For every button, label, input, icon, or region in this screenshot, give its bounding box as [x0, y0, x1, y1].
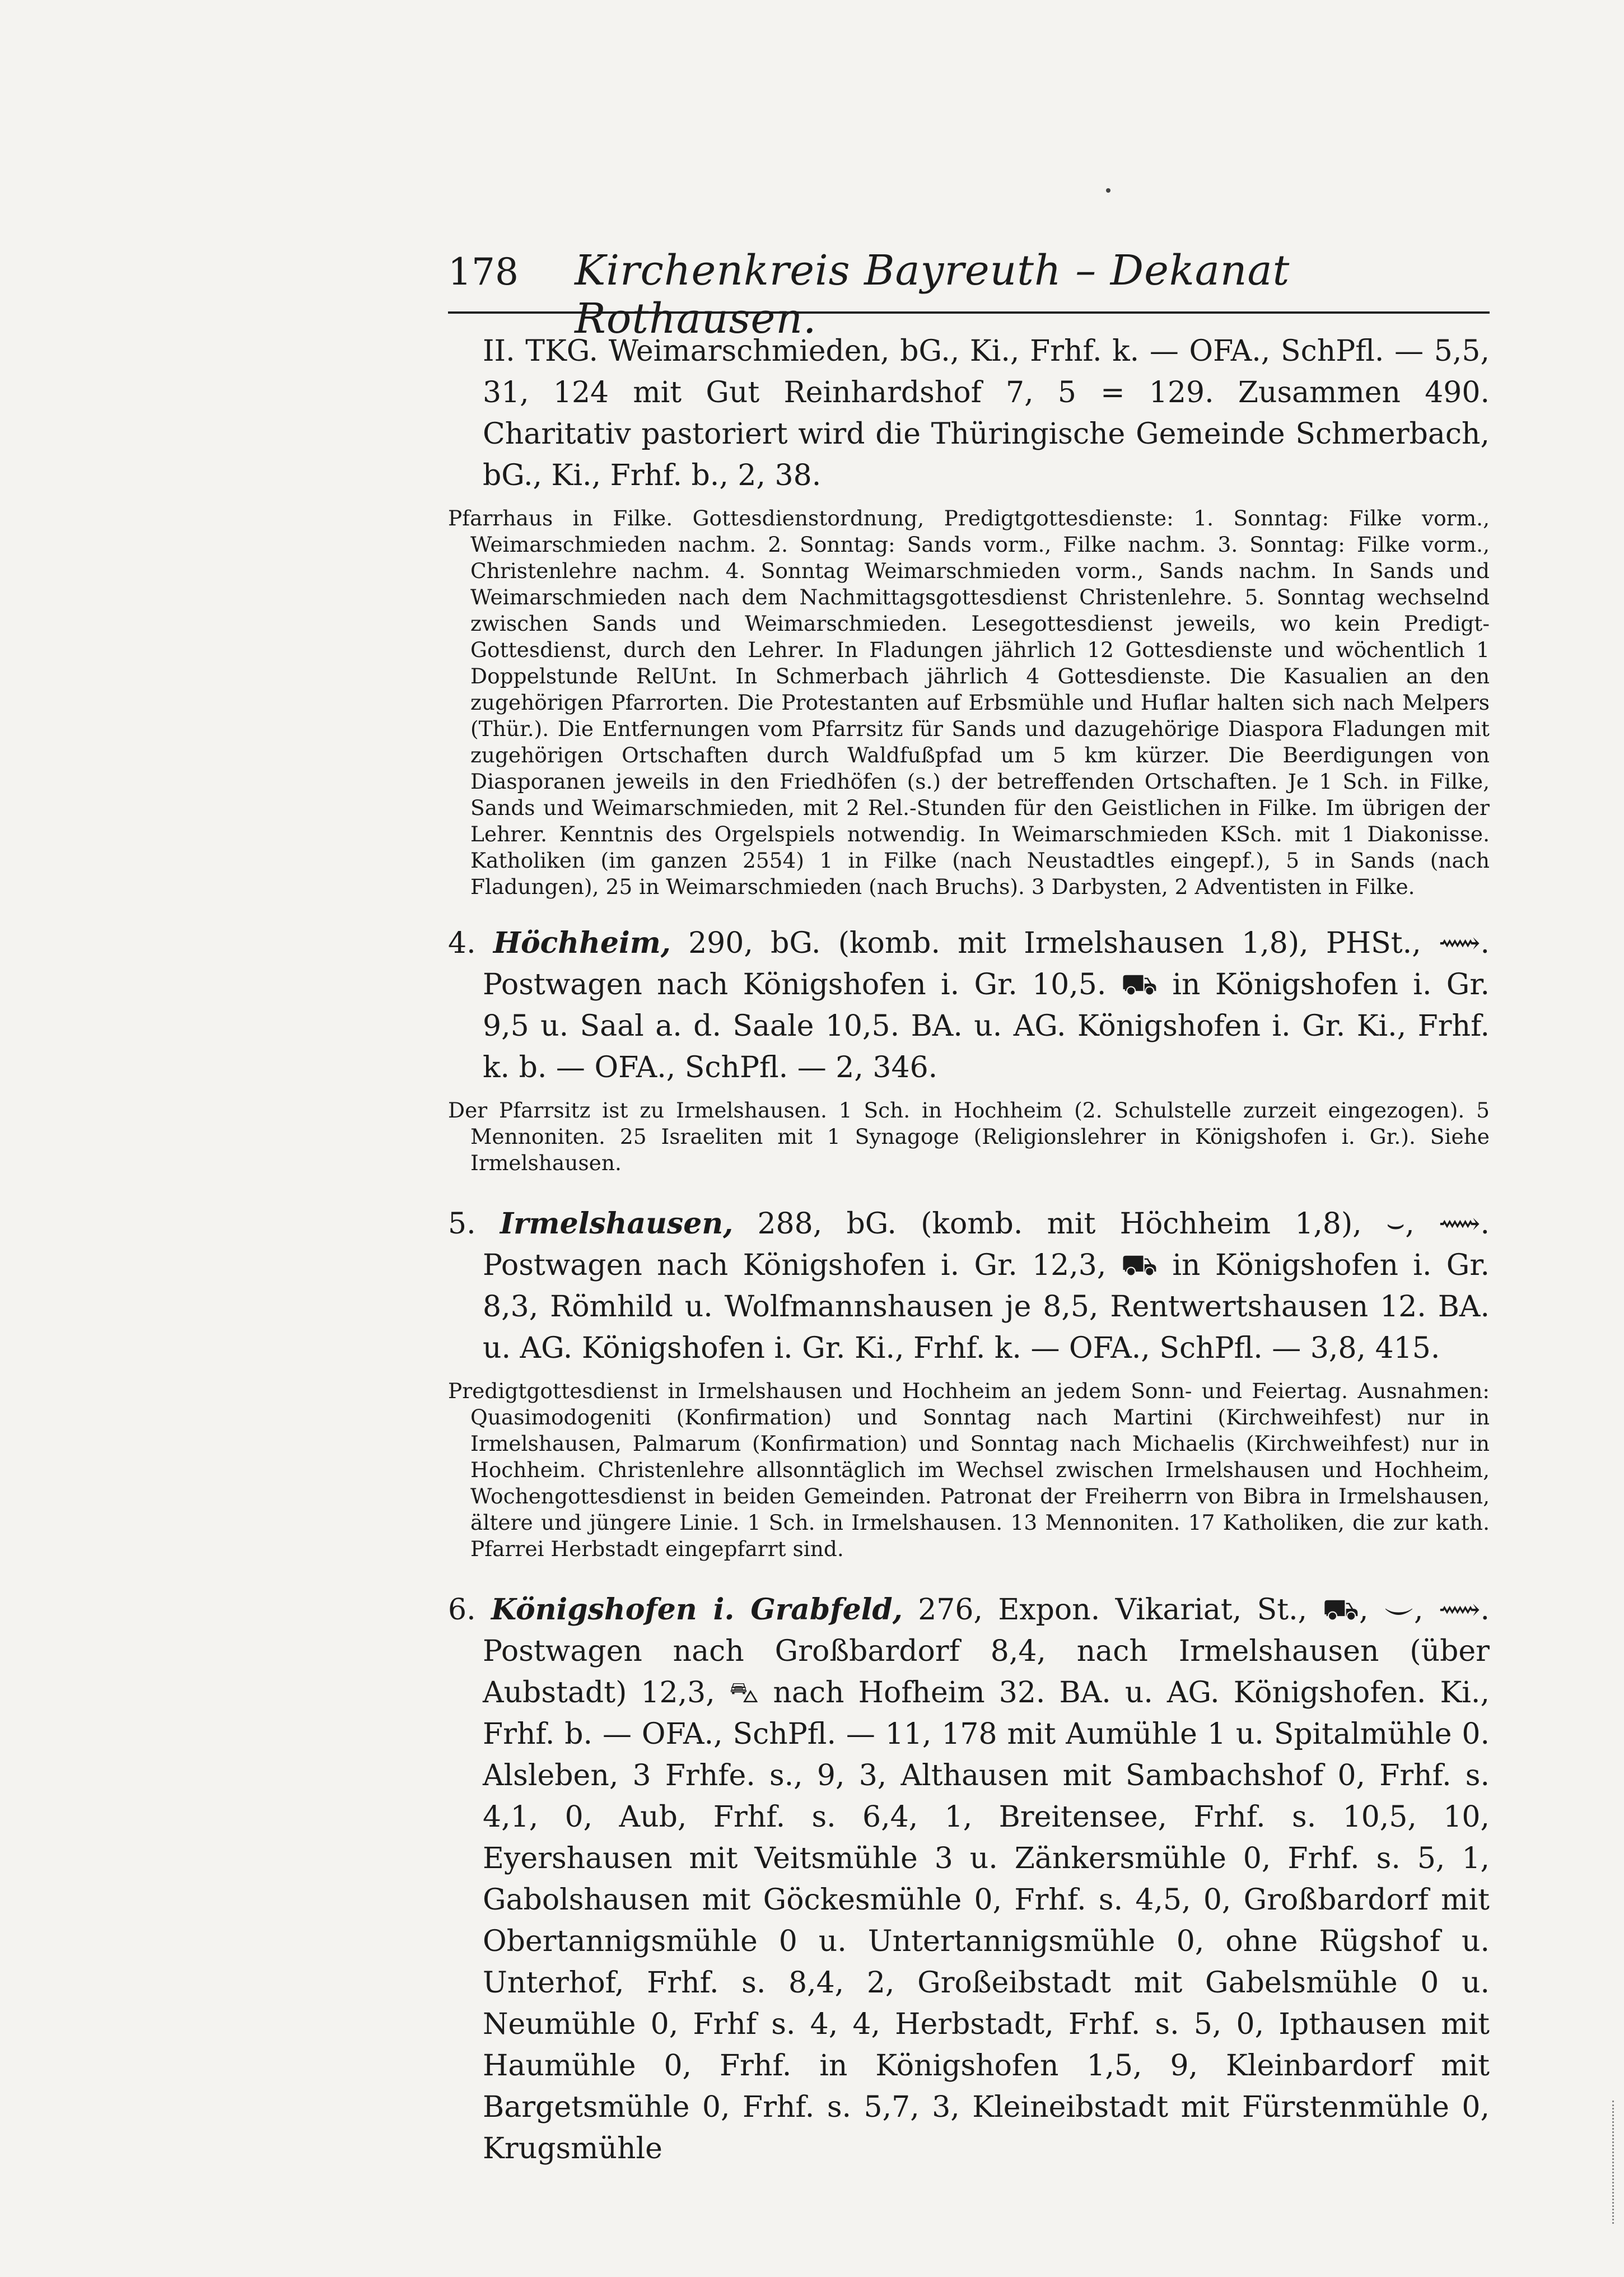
ink-speck — [1106, 188, 1110, 193]
entry-note: Predigtgottesdienst in Irmelshausen und Hochheim an jedem Sonn- und Feiertag. Ausnahmen: Quasimodogeniti (Konfirmation) und Sonntag nach Martini (Kirchweihfest) nur in Irmelshausen, Palmarum (Konfirmation) und Sonntag nach Michaelis (Kirchweihfest) nur in Hochheim. Christenlehre allsonntäglich im Wechsel zwischen Irmelshausen und Hochheim, Wochengottesdienst in beiden Gemeinden. Patronat der Freiherrn von Bibra in Irmelshausen, ältere und jüngere Linie. 1 Sch. in Irmelshausen. 13 Mennoniten. 17 Katholiken, die zur kath. Pfarrei Herbstadt eingepfarrt sind. — [448, 1379, 1490, 1561]
entry-weimarschmieden — [448, 330, 1490, 496]
scan-edge-mark — [1612, 2101, 1618, 2224]
entry-note: Der Pfarrsitz ist zu Irmelshausen. 1 Sch. in Hochheim (2. Schulstelle zurzeit eingezogen). 5 Mennoniten. 25 Israeliten mit 1 Synagoge (Religionslehrer in Königshofen i. Gr.). Siehe Irmelshausen. — [448, 1098, 1490, 1175]
entry-koenigshofen — [448, 1589, 1490, 2169]
entry-text: II. TKG. Weimarschmieden, bG., Ki., Frhf. k. — OFA., SchPfl. — 5,5, 31, 124 mit Gut Reinhardshof 7, 5 = 129. Zusammen 490. Charitativ pastoriert wird die Thüringische Gemeinde Schmerbach, bG., Ki., Frhf. b., 2, 38. — [483, 334, 1490, 492]
entry-text: 276, Expon. Vikariat, St., ⛟, ⌣, ⟿. Postwagen nach Großbardorf 8,4, nach Irmelshausen (über Aubstadt) 12,3, ⛍ nach Hofheim 32. BA. u. AG. Königshofen. Ki., Frhf. b. — OFA., SchPfl. — 11, 178 mit Aumühle 1 u. Spitalmühle 0. Alsleben, 3 Frhfe. s., 9, 3, Althausen mit Sambachshof 0, Frhf. s. 4,1, 0, Aub, Frhf. s. 6,4, 1, Breitensee, Frhf. s. 10,5, 10, Eyershausen mit Veitsmühle 3 u. Zänkersmühle 0, Frhf. s. 5, 1, Gabolshausen mit Göckesmühle 0, Frhf. s. 4,5, 0, Großbardorf mit Obertannigsmühle 0 u. Untertannigsmühle 0, ohne Rügshof u. Unterhof, Frhf. s. 8,4, 2, Großeibstadt mit Gabelsmühle 0 u. Neumühle 0, Frhf s. 4, 4, Herbstadt, Frhf. s. 5, 0, Ipthausen mit Haumühle 0, Frhf. in Königshofen 1,5, 9, Kleinbardorf mit Bargetsmühle 0, Frhf. s. 5,7, 3, Kleineibstadt mit Fürstenmühle 0, Krugsmühle — [483, 1593, 1490, 2166]
entry-hoechheim — [448, 923, 1490, 1088]
page-header — [448, 246, 1490, 343]
entry-place: Königshofen i. Grabfeld, — [491, 1592, 903, 1627]
page-number: 178 — [448, 250, 519, 294]
entry-place: Irmelshausen, — [500, 1207, 734, 1241]
entry-number: 4. — [448, 926, 476, 960]
entry-irmelshausen — [448, 1203, 1490, 1369]
entry-number: 5. — [448, 1207, 476, 1241]
entry-text: 290, bG. (komb. mit Irmelshausen 1,8), PHSt., ⟿. Postwagen nach Königshofen i. Gr. 10,5. ⛟ in Königshofen i. Gr. 9,5 u. Saal a. d. Saale 10,5. BA. u. AG. Königshofen i. Gr. Ki., Frhf. k. b. — OFA., SchPfl. — 2, 346. — [483, 926, 1490, 1084]
running-head: Kirchenkreis Bayreuth – Dekanat Rothausen. — [575, 246, 1290, 343]
entry-text: 288, bG. (komb. mit Höchheim 1,8), ⌣, ⟿. Postwagen nach Königshofen i. Gr. 12,3, ⛟ in Königshofen i. Gr. 8,3, Römhild u. Wolfmannshausen je 8,5, Rentwertshausen 12. BA. u. AG. Königshofen i. Gr. Ki., Frhf. k. — OFA., SchPfl. — 3,8, 415. — [483, 1207, 1490, 1365]
entry-note: Pfarrhaus in Filke. Gottesdienstordnung, Predigtgottesdienste: 1. Sonntag: Filke vorm., Weimarschmieden nachm. 2. Sonntag: Sands vorm., Filke nachm. 3. Sonntag: Filke vorm., Christenlehre nachm. 4. Sonntag Weimarschmieden vorm., Sands nachm. In Sands und Weimarschmieden nach dem Nachmittagsgottesdienst Christenlehre. 5. Sonntag wechselnd zwischen Sands und Weimarschmieden. Lesegottesdienst jeweils, wo kein Predigt-Gottesdienst, durch den Lehrer. In Fladungen jährlich 12 Gottesdienste und wöchentlich 1 Doppelstunde RelUnt. In Schmerbach jährlich 4 Gottesdienste. Die Kasualien an den zugehörigen Pfarrorten. Die Protestanten auf Erbsmühle und Huflar halten sich nach Melpers (Thür.). Die Entfernungen vom Pfarrsitz für Sands und dazugehörige Diaspora Fladungen mit zugehörigen Ortschaften durch Waldfußpfad um 5 km kürzer. Die Beerdigungen von Diasporanen jeweils in den Friedhöfen (s.) der betreffenden Ortschaften. Je 1 Sch. in Filke, Sands und Weimarschmieden, mit 2 Rel.-Stunden für den Geistlichen in Filke. Im übrigen der Lehrer. Kenntnis des Orgelspiels notwendig. In Weimarschmieden KSch. mit 1 Diakonisse. Katholiken (im ganzen 2554) 1 in Filke (nach Neustadtles eingepf.), 5 in Sands (nach Fladungen), 25 in Weimarschmieden (nach Bruchs). 3 Darbysten, 2 Adventisten in Filke. — [448, 506, 1490, 899]
entry-place: Höchheim, — [493, 926, 671, 960]
page-content — [448, 314, 1490, 2169]
book-page — [448, 246, 1490, 2169]
entry-number: 6. — [448, 1593, 476, 1627]
